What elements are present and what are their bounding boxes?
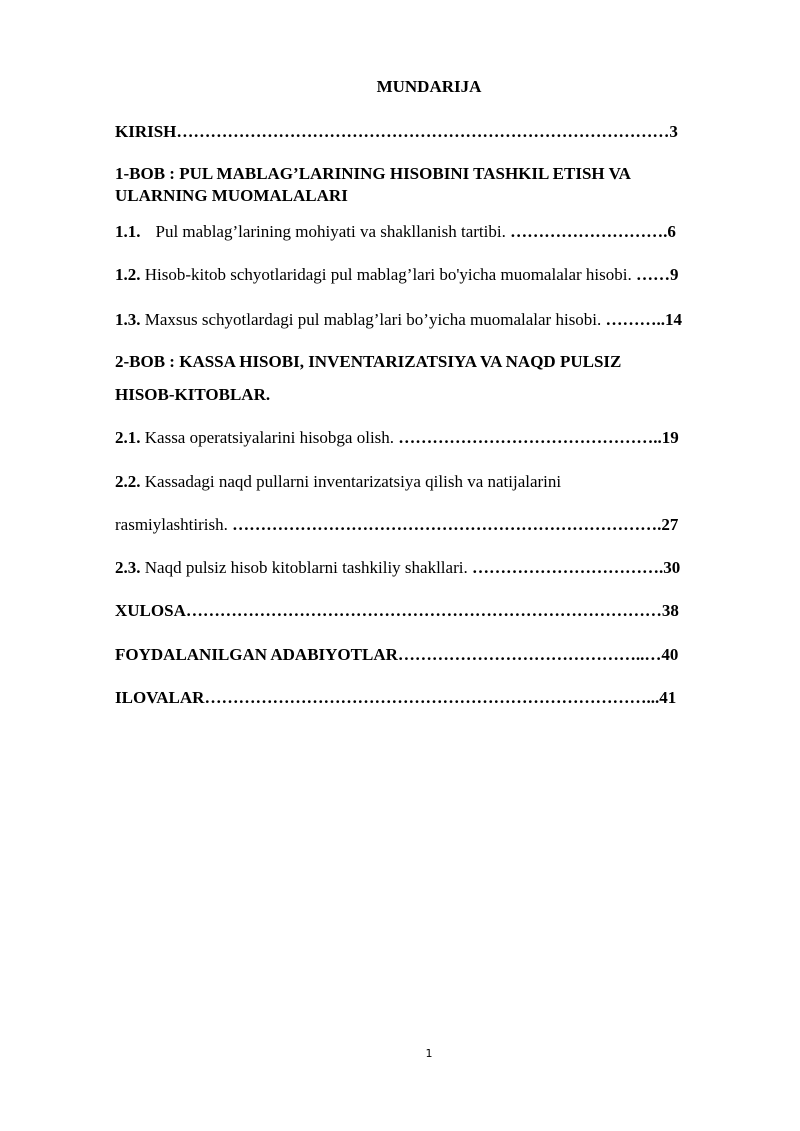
section-number: 1.2. <box>115 265 141 284</box>
toc-entry-references <box>115 645 678 665</box>
section-title: Kassa operatsiyalarini hisobga olish. <box>144 428 395 447</box>
entry-page: 9 <box>669 265 679 284</box>
leader-dots: ………………………………………………………………………… <box>185 601 662 620</box>
entry-page: 41 <box>659 688 677 707</box>
leader-dots: …………………………………………………………………………… <box>176 122 670 141</box>
section-title: Maxsus schyotlardagi pul mablag’lari bo’yicha muomalalar hisobi. <box>144 310 602 329</box>
entry-label: FOYDALANILGAN ADABIYOTLAR <box>115 645 398 664</box>
toc-entry-1-3 <box>115 310 682 330</box>
section-title: Kassadagi naqd pullarni inventarizatsiya qilish va natijalarini <box>144 472 562 491</box>
section-number: 1.1. <box>115 222 141 241</box>
entry-page: 19 <box>661 428 679 447</box>
chapter-1-heading-line-2: ULARNING MUOMALALARI <box>115 186 348 205</box>
section-number: 2.2. <box>115 472 141 491</box>
entry-page: 6 <box>667 222 676 241</box>
leader-dots: ……………………………………………………………………... <box>204 688 660 707</box>
leader-dots: ……………………………………….. <box>398 428 662 447</box>
entry-label: ILOVALAR <box>115 688 205 707</box>
leader-dots: ……………………………. <box>471 558 664 577</box>
toc-entry-2-2-line-1 <box>115 472 561 492</box>
toc-heading: MUNDARIJA <box>376 77 482 96</box>
section-title: Naqd pulsiz hisob kitoblarni tashkiliy shakllari. <box>144 558 468 577</box>
entry-page: 38 <box>661 601 679 620</box>
leader-dots: ………………………. <box>510 222 668 241</box>
section-number: 2.3. <box>115 558 141 577</box>
leader-dots: …………………………………………………………………. <box>232 515 662 534</box>
chapter-2-heading-line-2: HISOB-KITOBLAR. <box>115 385 271 404</box>
toc-entry-2-3 <box>115 558 680 578</box>
section-title-continued: rasmiylashtirish. <box>115 515 228 534</box>
chapter-1-heading-line-1: 1-BOB : PUL MABLAG’LARINING HISOBINI TASHKIL ETISH VA <box>115 164 631 183</box>
page-number: 1 <box>425 1047 433 1060</box>
toc-entry-2-2-line-2 <box>115 515 678 535</box>
leader-dots: …… <box>635 265 670 284</box>
entry-page: 14 <box>665 310 683 329</box>
entry-page: 40 <box>661 645 679 664</box>
toc-entry-appendices <box>115 688 676 708</box>
entry-page: 30 <box>663 558 681 577</box>
chapter-2-heading-line-1: 2-BOB : KASSA HISOBI, INVENTARIZATSIYA VA NAQD PULSIZ <box>115 352 622 371</box>
entry-page: 27 <box>661 515 679 534</box>
toc-entry-xulosa <box>115 601 679 621</box>
leader-dots: ……….. <box>605 310 666 329</box>
entry-page: 3 <box>669 122 678 141</box>
entry-label: KIRISH <box>115 122 177 141</box>
leader-dots: ……………………………………..… <box>397 645 662 664</box>
toc-entry-kirish <box>115 122 678 142</box>
section-number: 1.3. <box>115 310 141 329</box>
section-title: Hisob-kitob schyotlaridagi pul mablag’lari bo'yicha muomalalar hisobi. <box>144 265 632 284</box>
section-number: 2.1. <box>115 428 141 447</box>
toc-entry-2-1 <box>115 428 679 448</box>
section-title: Pul mablag’larining mohiyati va shakllanish tartibi. <box>155 222 506 241</box>
entry-label: XULOSA <box>115 601 186 620</box>
toc-entry-1-2 <box>115 265 678 285</box>
toc-entry-1-1 <box>115 222 676 242</box>
